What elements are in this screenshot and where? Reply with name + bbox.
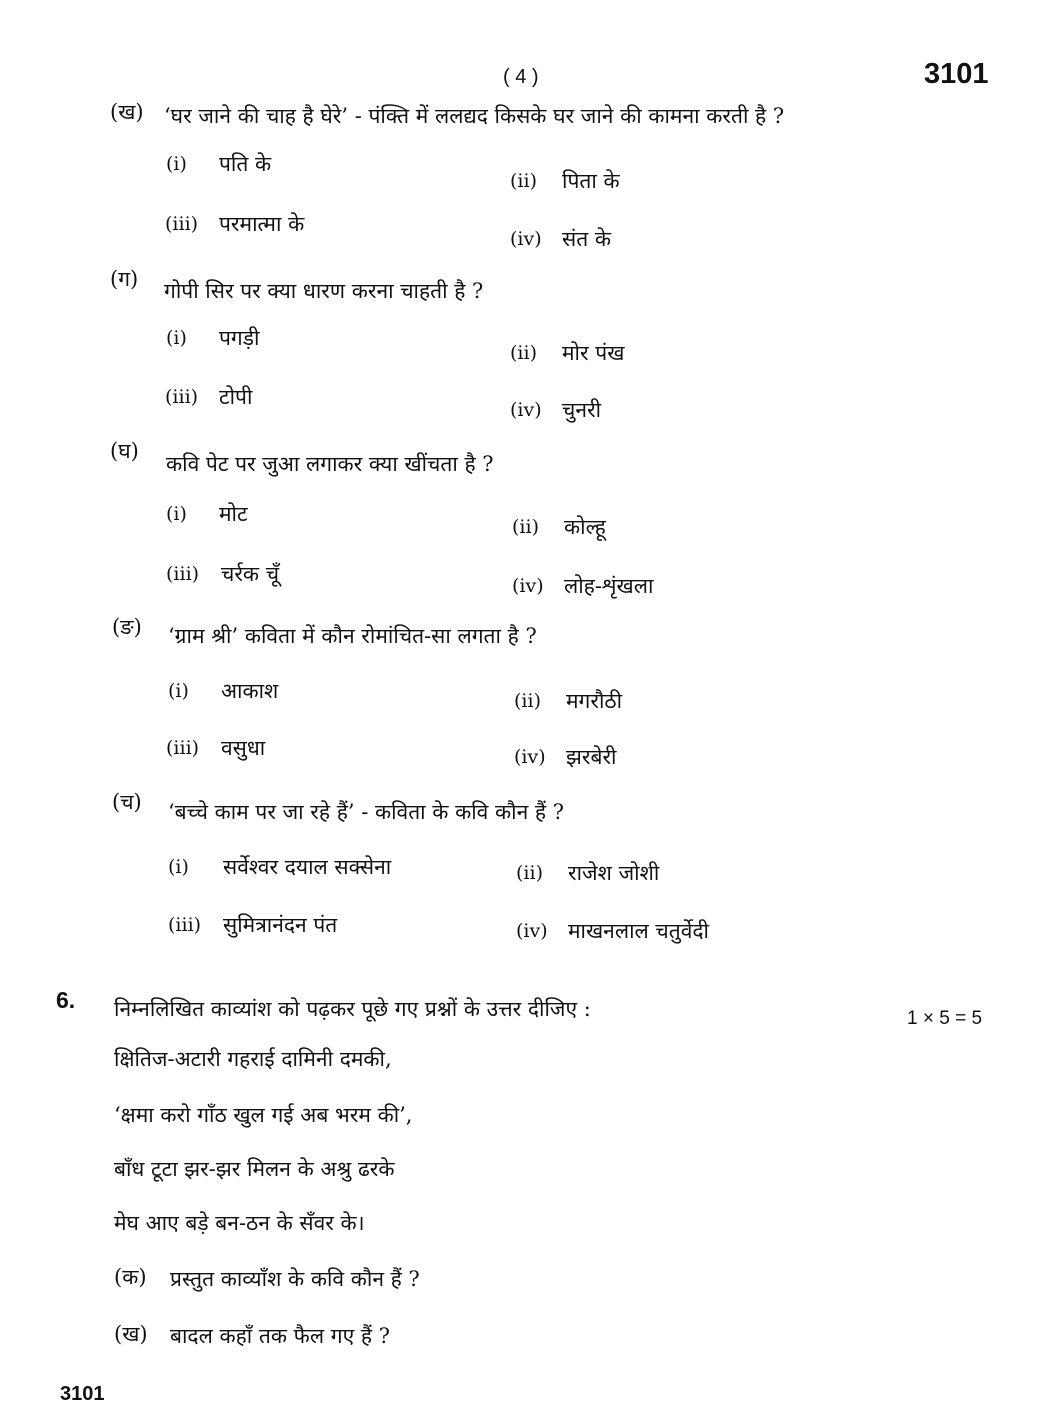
question-marker: (च)	[112, 790, 142, 814]
footer-paper-code: 3101	[60, 1383, 105, 1405]
option-number: (i)	[166, 503, 187, 525]
option-number: (ii)	[510, 170, 537, 192]
option-number: (iv)	[510, 399, 542, 421]
subquestion-text: प्रस्तुत काव्याँश के कवि कौन हैं ?	[170, 1267, 420, 1291]
question-text: गोपी सिर पर क्या धारण करना चाहती है ?	[164, 279, 484, 303]
paper-code: 3101	[924, 58, 989, 90]
option-number: (iv)	[514, 746, 546, 768]
option-number: (iii)	[166, 737, 200, 759]
option-text: आकाश	[221, 679, 279, 703]
option-text: संत के	[562, 227, 611, 251]
question-instruction: निम्नलिखित काव्यांश को पढ़कर पूछे गए प्रश्नों के उत्तर दीजिए :	[114, 997, 591, 1021]
option-number: (iv)	[510, 228, 542, 250]
option-text: टोपी	[219, 385, 253, 409]
option-number: (iv)	[512, 575, 544, 597]
question-text: ‘ग्राम श्री’ कविता में कौन रोमांचित-सा लगता है ?	[168, 624, 537, 648]
option-number: (i)	[166, 327, 187, 349]
question-text: कवि पेट पर जुआ लगाकर क्या खींचता है ?	[166, 452, 494, 476]
question-marker: (घ)	[110, 439, 139, 463]
option-text: कोल्हू	[564, 515, 606, 539]
option-text: सर्वेश्वर दयाल सक्सेना	[223, 855, 392, 879]
option-text: चर्रक चूँ	[221, 562, 280, 586]
option-text: मोर पंख	[562, 341, 625, 365]
option-number: (ii)	[510, 342, 537, 364]
option-text: सुमित्रानंदन पंत	[223, 913, 338, 937]
option-text: राजेश जोशी	[568, 861, 660, 885]
option-text: पगड़ी	[219, 326, 260, 350]
poem-line: बाँध टूटा झर-झर मिलन के अश्रु ढरके	[114, 1157, 395, 1181]
option-text: पिता के	[562, 169, 620, 193]
option-number: (iii)	[165, 386, 199, 408]
option-text: पति के	[219, 152, 272, 176]
option-number: (ii)	[512, 516, 539, 538]
option-number: (ii)	[516, 862, 543, 884]
option-text: मोट	[219, 502, 248, 526]
marks-allocation: 1 × 5 = 5	[907, 1008, 983, 1029]
option-number: (iv)	[516, 920, 548, 942]
option-text: मगरौठी	[566, 689, 623, 713]
option-text: झरबेरी	[566, 745, 617, 769]
poem-line: ‘क्षमा करो गाँठ खुल गई अब भरम की’,	[114, 1103, 413, 1127]
subquestion-text: बादल कहाँ तक फैल गए हैं ?	[170, 1324, 390, 1348]
question-marker: (ङ)	[112, 615, 142, 639]
option-text: चुनरी	[562, 398, 602, 422]
poem-line: क्षितिज-अटारी गहराई दामिनी दमकी,	[114, 1047, 392, 1071]
option-number: (iii)	[166, 563, 200, 585]
subquestion-marker: (क)	[114, 1265, 147, 1289]
option-text: माखनलाल चतुर्वेदी	[568, 919, 709, 943]
poem-line: मेघ आए बड़े बन-ठन के सँवर के।	[114, 1211, 365, 1235]
option-number: (iii)	[165, 213, 199, 235]
question-text: ‘घर जाने की चाह है घेरे’ - पंक्ति में ललद्यद किसके घर जाने की कामना करती है ?	[164, 104, 785, 128]
option-number: (i)	[168, 856, 189, 878]
question-text: ‘बच्चे काम पर जा रहे हैं’ - कविता के कवि कौन हैं ?	[168, 800, 565, 824]
question-marker: (ख)	[110, 100, 144, 124]
question-marker: (ग)	[110, 267, 139, 291]
question-number: 6.	[56, 987, 76, 1013]
option-text: परमात्मा के	[219, 212, 305, 236]
option-number: (ii)	[514, 690, 541, 712]
option-text: वसुधा	[221, 736, 266, 760]
page-number: ( 4 )	[503, 66, 539, 88]
option-number: (i)	[166, 153, 187, 175]
option-text: लोह-शृंखला	[564, 574, 654, 598]
option-number: (iii)	[168, 914, 202, 936]
option-number: (i)	[168, 680, 189, 702]
subquestion-marker: (ख)	[114, 1322, 148, 1346]
